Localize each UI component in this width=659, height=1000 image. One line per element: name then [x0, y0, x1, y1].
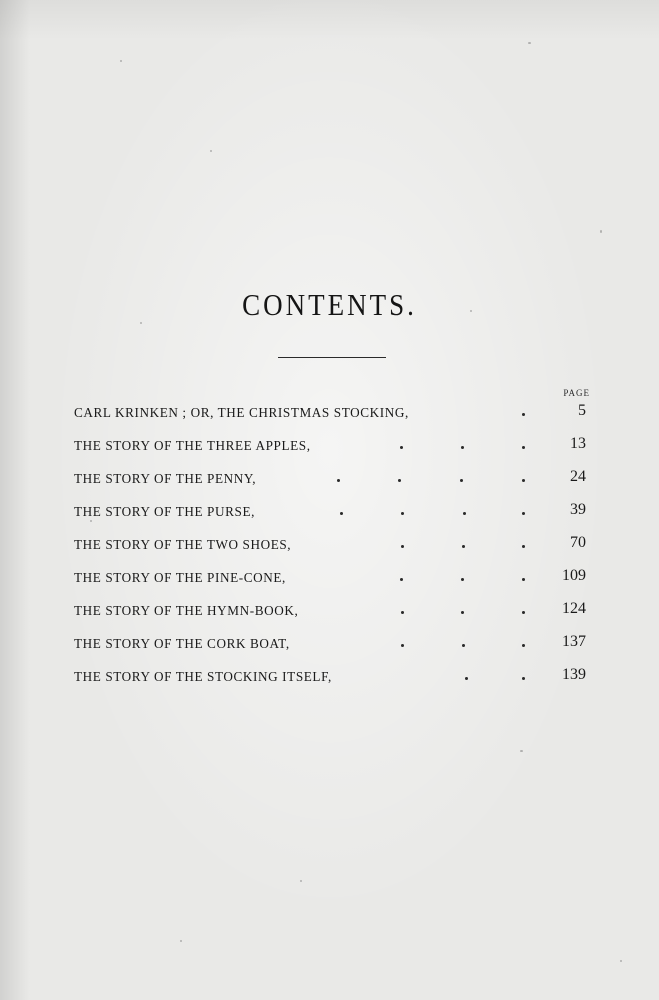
- paper-speck: [210, 150, 212, 152]
- leader-dot: [400, 578, 403, 581]
- toc-entry: [74, 633, 586, 660]
- leader-dot: [463, 512, 466, 515]
- leader-dot: [462, 545, 465, 548]
- toc-entry-page: 39: [570, 501, 586, 518]
- toc-entry-page: 124: [562, 600, 586, 617]
- toc-entry: [74, 567, 586, 594]
- leader-dot: [398, 479, 401, 482]
- toc-entry-page: 5: [578, 402, 586, 419]
- toc-entry-title: THE STORY OF THE PURSE,: [74, 504, 255, 519]
- toc-entry: [74, 534, 586, 561]
- toc-entry-title: THE STORY OF THE HYMN-BOOK,: [74, 603, 299, 618]
- leader-dot: [522, 578, 525, 581]
- toc-entry-page: 70: [570, 534, 586, 551]
- leader-dot: [337, 479, 340, 482]
- toc-entry-page: 137: [562, 633, 586, 650]
- leader-dot: [522, 545, 525, 548]
- paper-speck: [300, 880, 302, 882]
- toc-entry: [74, 501, 586, 528]
- paper-speck: [620, 960, 622, 962]
- toc-entry: [74, 666, 586, 693]
- leader-dot: [522, 413, 525, 416]
- toc-entry-title: CARL KRINKEN ; OR, THE CHRISTMAS STOCKING,: [74, 405, 409, 420]
- toc-entry-page: 139: [562, 666, 586, 683]
- toc-entry: [74, 402, 586, 429]
- leader-dot: [461, 446, 464, 449]
- toc-entry: [74, 600, 586, 627]
- leader-dot: [461, 578, 464, 581]
- toc-entry-title: THE STORY OF THE STOCKING ITSELF,: [74, 669, 332, 684]
- toc-entry-title: THE STORY OF THE PINE-CONE,: [74, 570, 286, 585]
- leader-dot: [522, 677, 525, 680]
- paper-speck: [120, 60, 122, 62]
- toc-entry-title: THE STORY OF THE THREE APPLES,: [74, 438, 311, 453]
- toc-entry-page: 13: [570, 435, 586, 452]
- leader-dot: [400, 446, 403, 449]
- page-column-label: PAGE: [563, 388, 590, 398]
- leader-dot: [522, 446, 525, 449]
- leader-dot: [522, 611, 525, 614]
- leader-dot: [522, 479, 525, 482]
- leader-dot: [522, 512, 525, 515]
- paper-speck: [528, 42, 531, 44]
- toc-entry: [74, 468, 586, 495]
- leader-dot: [461, 611, 464, 614]
- contents-heading: CONTENTS.: [242, 288, 417, 322]
- leader-dot: [401, 644, 404, 647]
- toc-entry-page: 109: [562, 567, 586, 584]
- toc-entry-title: THE STORY OF THE TWO SHOES,: [74, 537, 292, 552]
- paper-speck: [600, 230, 602, 233]
- leader-dot: [465, 677, 468, 680]
- leader-dot: [401, 611, 404, 614]
- paper-speck: [520, 750, 523, 752]
- leader-dot: [340, 512, 343, 515]
- leader-dot: [460, 479, 463, 482]
- leader-dot: [522, 644, 525, 647]
- heading-rule: [278, 357, 386, 358]
- paper-speck: [180, 940, 182, 942]
- toc-entry-title: THE STORY OF THE PENNY,: [74, 471, 257, 486]
- toc-entry-title: THE STORY OF THE CORK BOAT,: [74, 636, 290, 651]
- leader-dot: [401, 545, 404, 548]
- toc-entry-page: 24: [570, 468, 586, 485]
- toc-entry: [74, 435, 586, 462]
- leader-dot: [462, 644, 465, 647]
- leader-dot: [401, 512, 404, 515]
